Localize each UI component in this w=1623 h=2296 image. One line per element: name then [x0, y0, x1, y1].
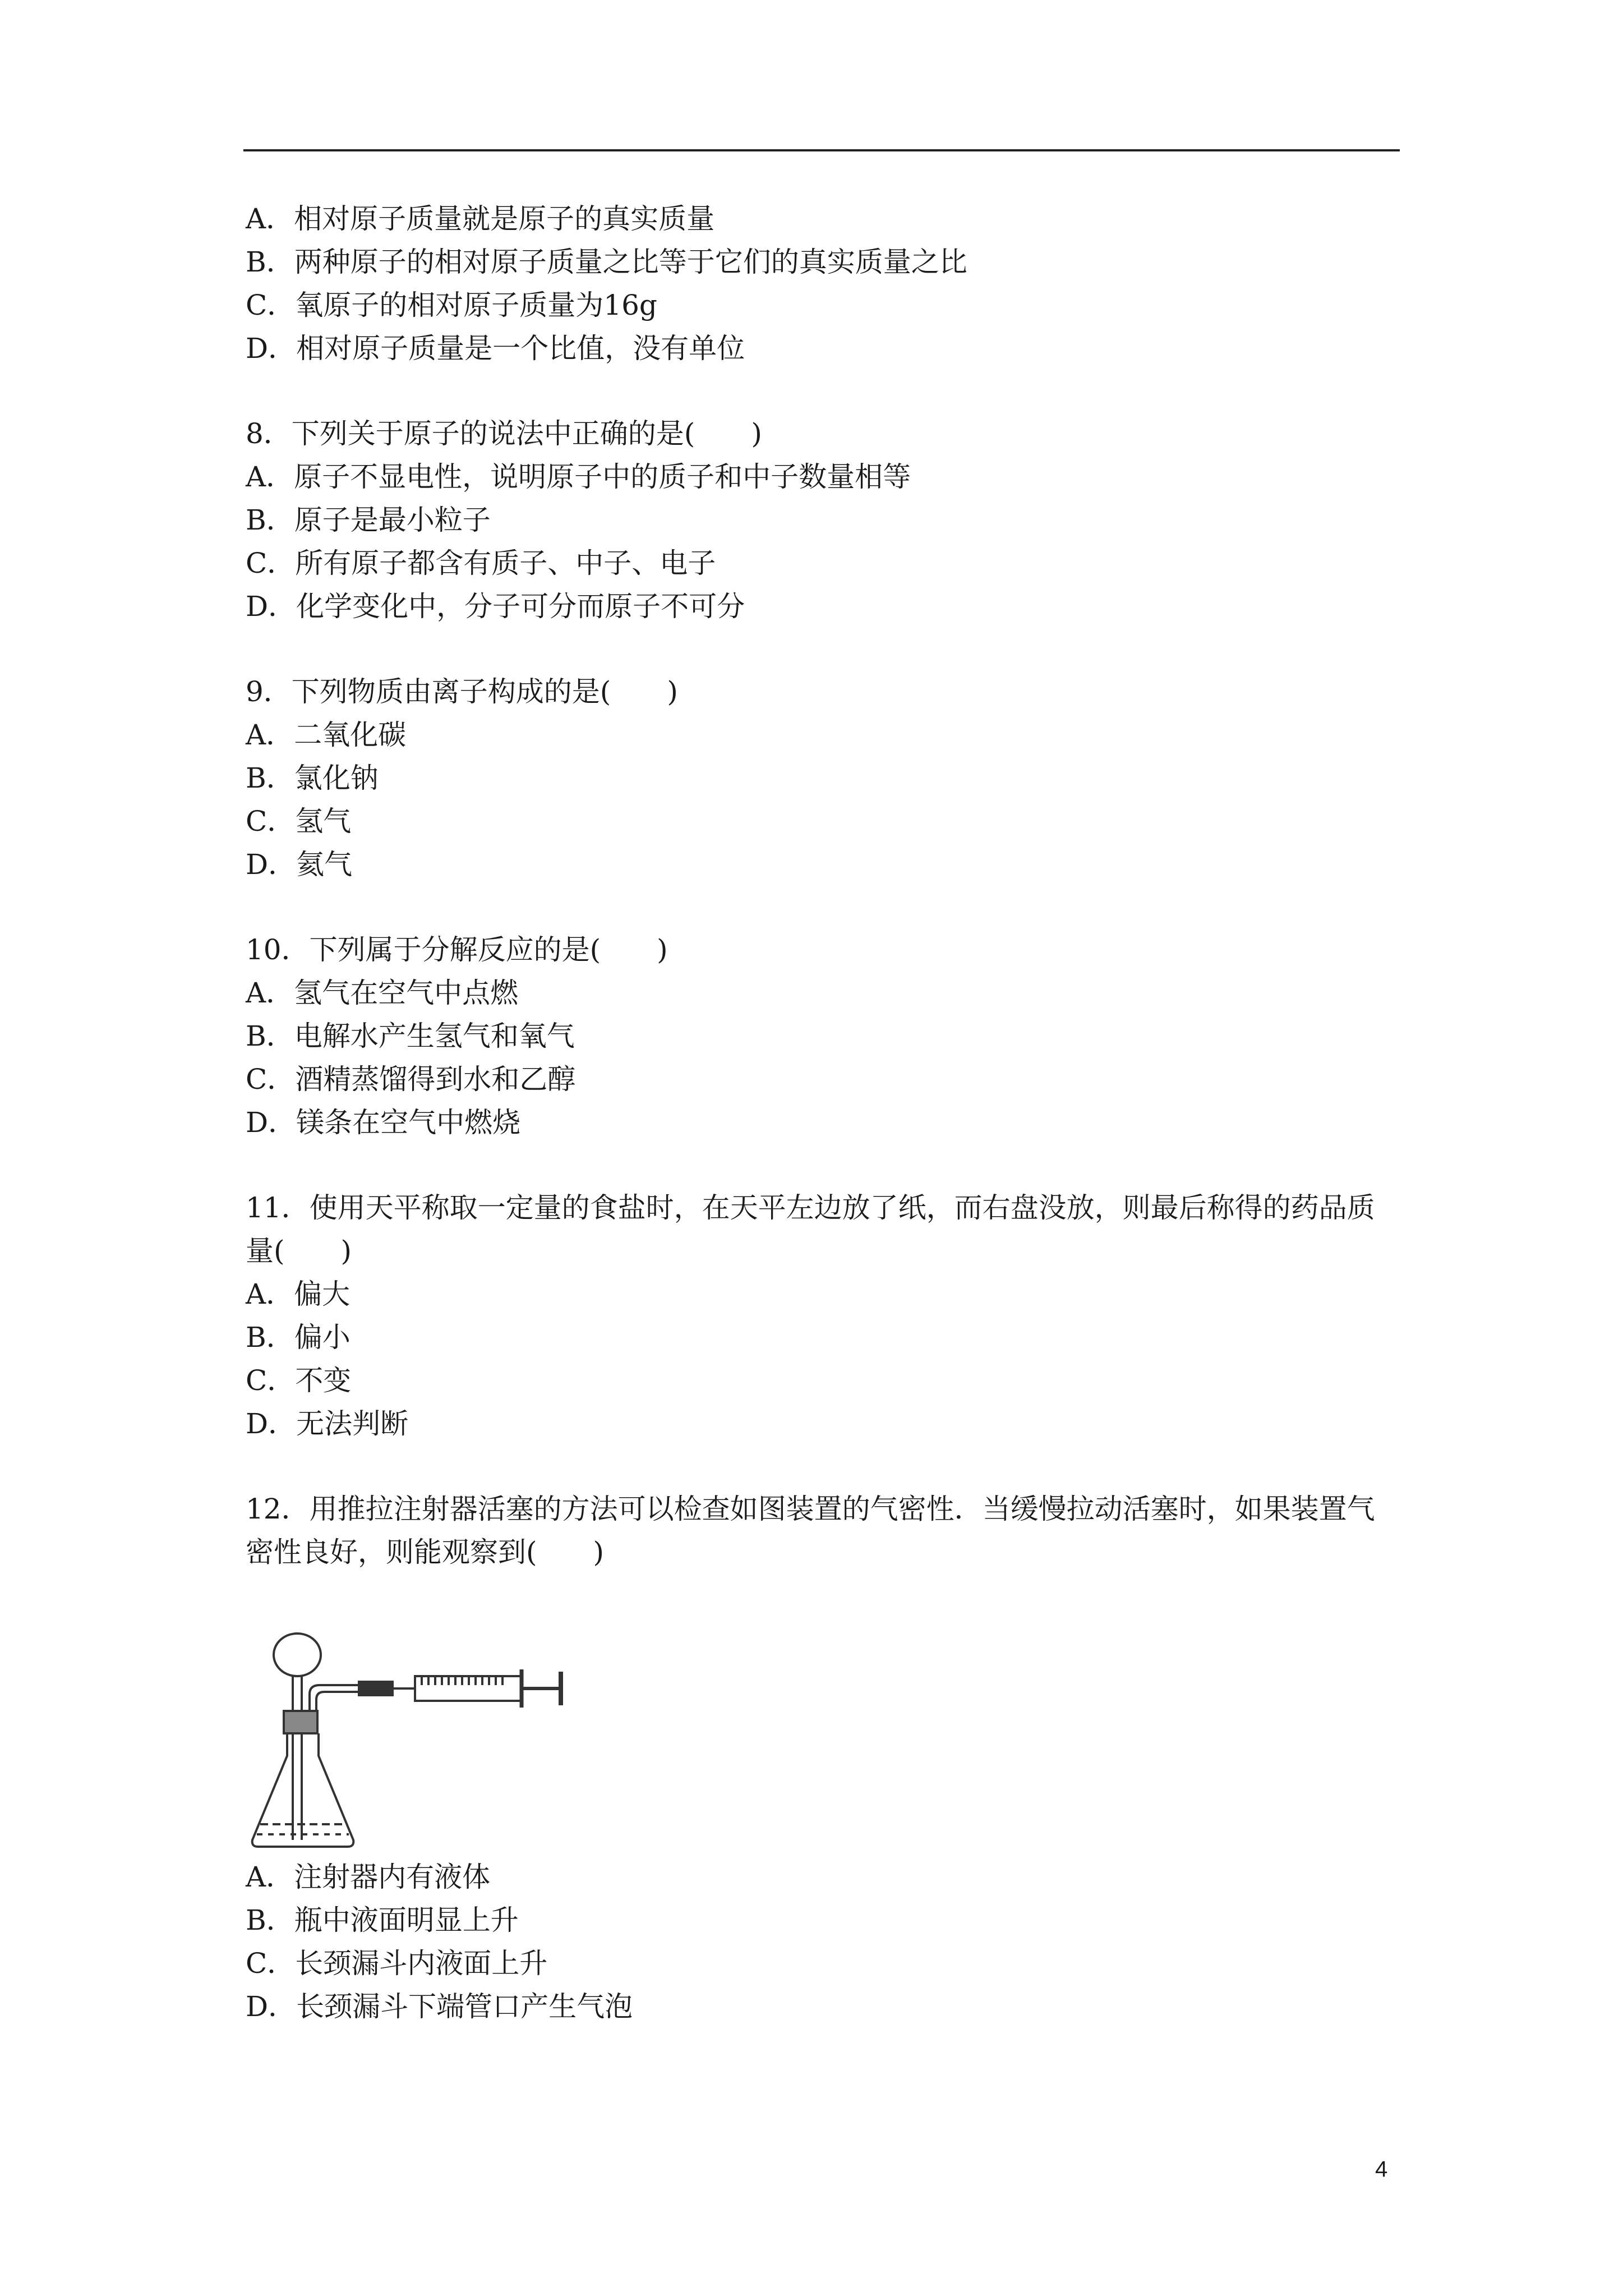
q12-stem-line2: 密性良好，则能观察到( )	[246, 1536, 605, 1568]
q8-option-c: C．所有原子都含有质子、中子、电子	[246, 547, 716, 579]
q8-option-a: A．原子不显电性，说明原子中的质子和中子数量相等	[246, 461, 911, 493]
q9-option-a: A．二氧化碳	[246, 719, 407, 751]
q7-option-d: D．相对原子质量是一个比值，没有单位	[246, 332, 745, 365]
q9-option-c: C．氢气	[246, 805, 352, 838]
q9-stem: 9．下列物质由离子构成的是( )	[246, 675, 678, 708]
q9-option-d: D．氦气	[246, 848, 353, 881]
q10-option-c: C．酒精蒸馏得到水和乙醇	[246, 1063, 576, 1096]
q12-option-d: D．长颈漏斗下端管口产生气泡	[246, 1990, 633, 2023]
airtightness-apparatus-diagram	[247, 1616, 583, 1862]
q10-option-a: A．氢气在空气中点燃	[246, 977, 519, 1009]
q12-option-a: A．注射器内有液体	[246, 1861, 491, 1893]
q8-stem: 8．下列关于原子的说法中正确的是( )	[246, 417, 762, 450]
q10-option-b: B．电解水产生氢气和氧气	[246, 1020, 575, 1052]
q9-option-b: B．氯化钠	[246, 762, 379, 794]
q12-option-c: C．长颈漏斗内液面上升	[246, 1947, 548, 1980]
q11-stem-line1: 11．使用天平称取一定量的食盐时，在天平左边放了纸，而右盘没放，则最后称得的药品质	[246, 1191, 1375, 1224]
q11-option-d: D．无法判断	[246, 1407, 409, 1440]
q12-stem-line1: 12．用推拉注射器活塞的方法可以检查如图装置的气密性．当缓慢拉动活塞时，如果装置气	[246, 1493, 1375, 1525]
q7-option-a: A．相对原子质量就是原子的真实质量	[246, 203, 715, 235]
q11-option-b: B．偏小	[246, 1321, 351, 1354]
q7-option-c: C．氧原子的相对原子质量为16g	[246, 289, 657, 321]
q8-option-d: D．化学变化中，分子可分而原子不可分	[246, 590, 745, 623]
funnel-bulb	[274, 1634, 321, 1676]
q11-stem-line2: 量( )	[246, 1235, 352, 1267]
page-number: 4	[1375, 2157, 1388, 2182]
q11-option-a: A．偏大	[246, 1278, 351, 1310]
stopper	[284, 1711, 317, 1733]
q8-option-b: B．原子是最小粒子	[246, 504, 491, 536]
q11-option-c: C．不变	[246, 1364, 352, 1397]
header-rule	[243, 149, 1400, 151]
rubber-connector	[359, 1682, 393, 1695]
q12-option-b: B．瓶中液面明显上升	[246, 1904, 519, 1936]
q7-option-b: B．两种原子的相对原子质量之比等于它们的真实质量之比	[246, 246, 967, 278]
q10-option-d: D．镁条在空气中燃烧	[246, 1106, 521, 1139]
q10-stem: 10．下列属于分解反应的是( )	[246, 933, 668, 966]
